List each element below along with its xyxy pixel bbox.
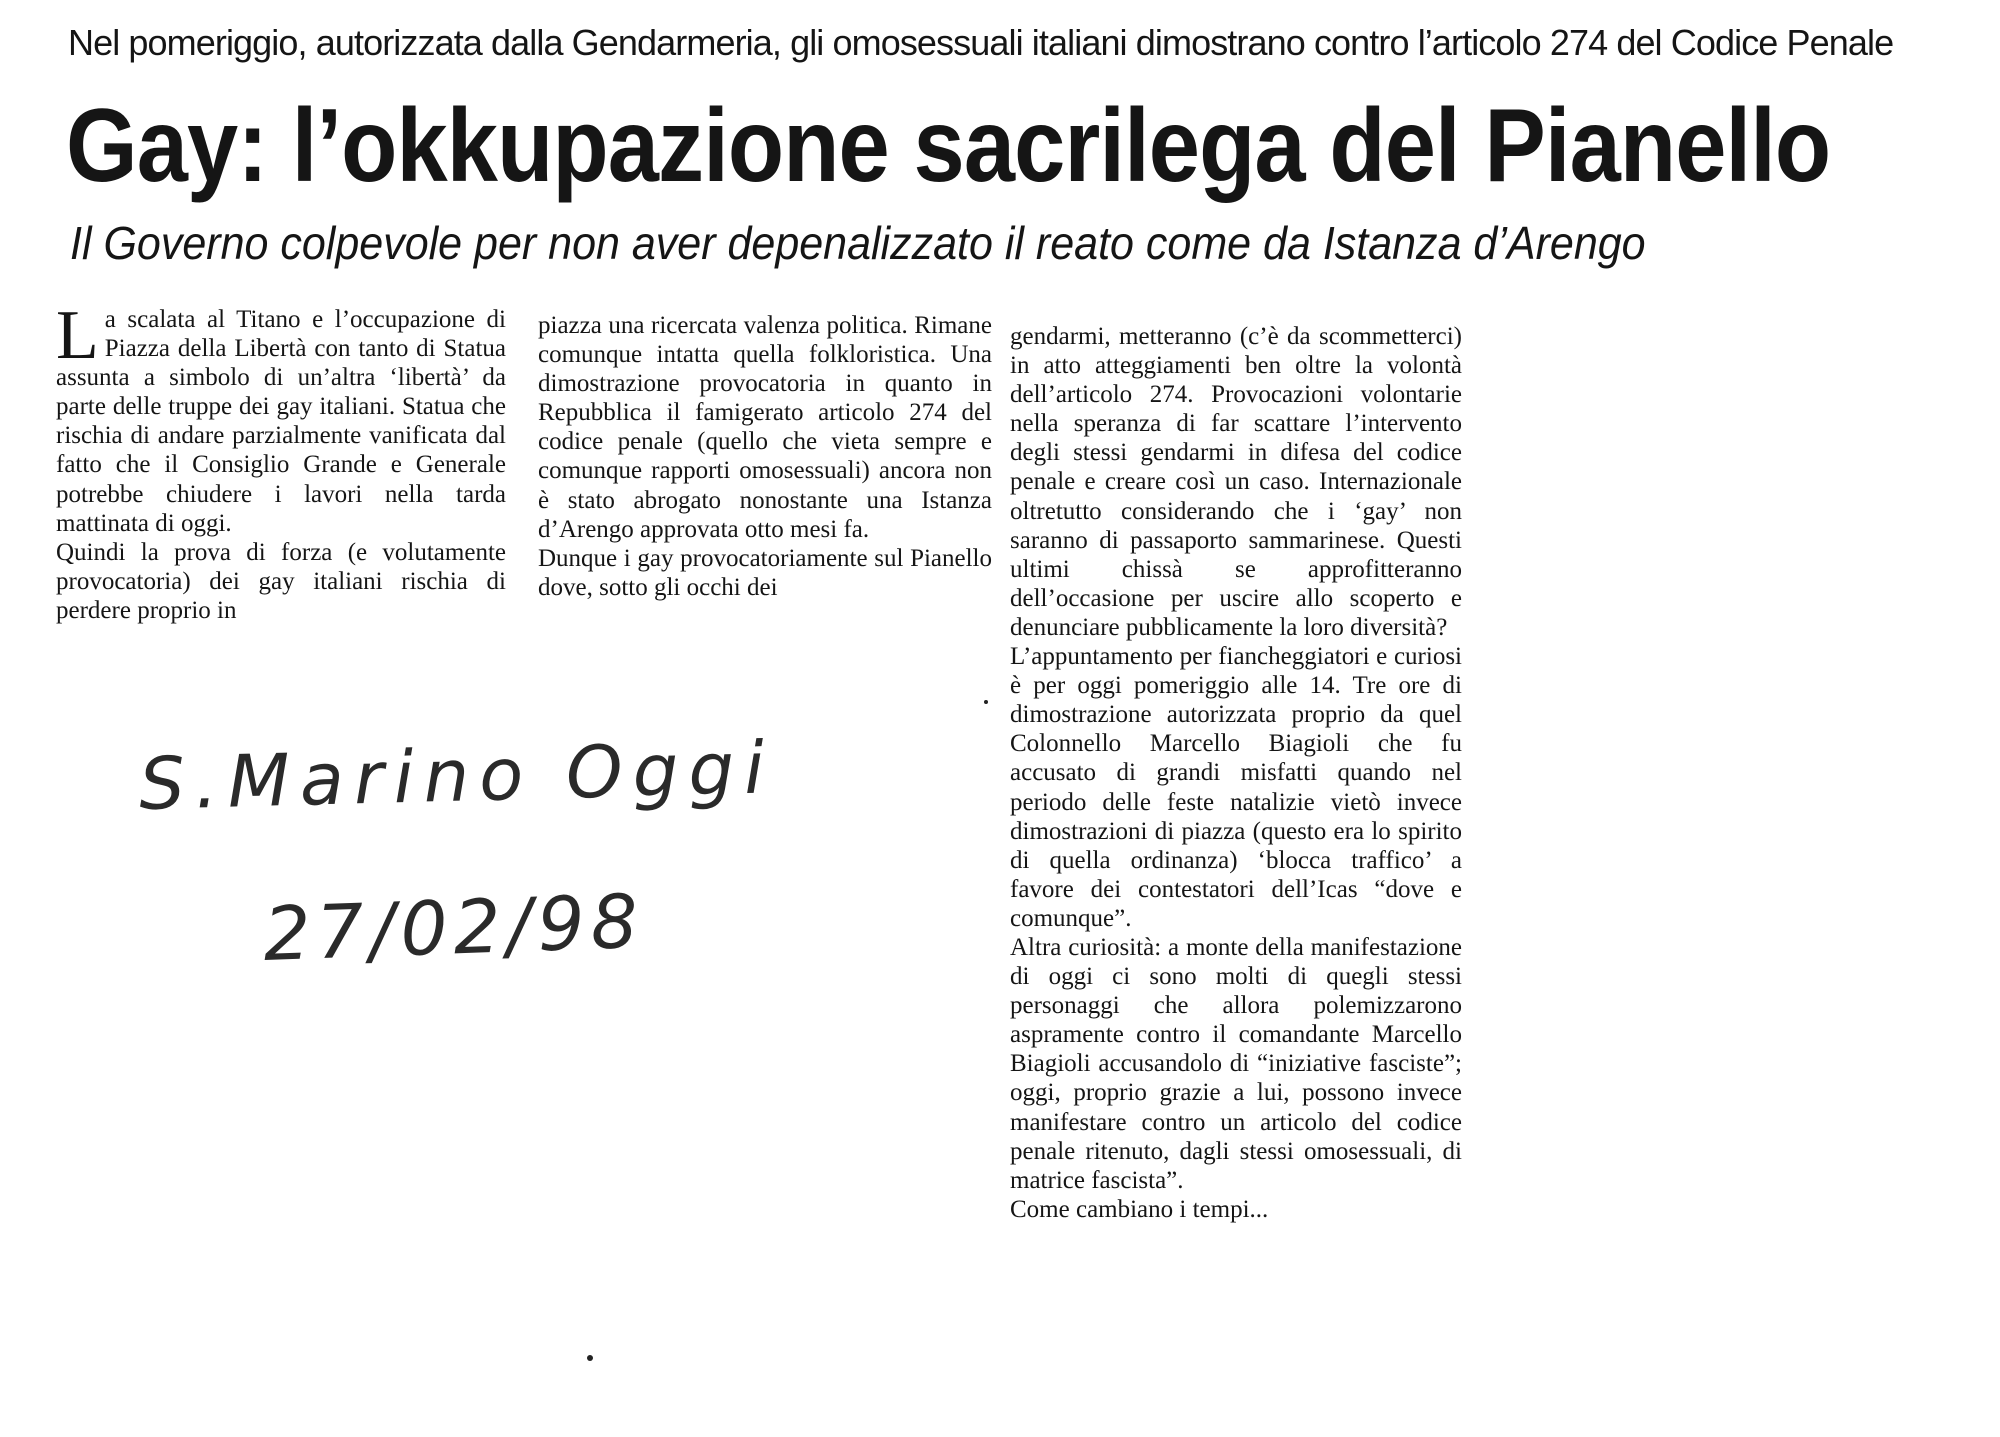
column-3-paragraph-4: Come cambiano i tempi...: [1010, 1195, 1269, 1223]
column-3-paragraph-2: L’appuntamento per fiancheggiatori e curiosi è per oggi pomeriggio alle 14. Tre ore di dimostrazione autorizzata proprio da quel Colonnello Marcello Biagioli che fu accusato di grandi misfatti quando nel periodo delle feste natalizie vietò invece dimostrazioni di piazza (questo era lo spirito di quella ordinanza) ‘blocca traffico’ a favore dei contestatori dell’Icas “dove e comunque”.: [1010, 643, 1462, 932]
headline: Gay: l’okkupazione sacrilega del Pianello: [66, 88, 1831, 204]
column-1-paragraph-2: Quindi la prova di forza (e volutamente provocatoria) dei gay italiani rischia di perdere proprio in: [56, 538, 506, 624]
kicker-line: Nel pomeriggio, autorizzata dalla Gendarmeria, gli omosessuali italiani dimostrano contro l’articolo 274 del Codice Penale: [68, 22, 1894, 63]
scan-speck: [984, 700, 988, 704]
column-3-paragraph-1: gendarmi, metteranno (c’è da scommetterci) in atto atteggiamenti ben oltre la volontà dell’articolo 274. Provocazioni volontarie nella speranza di far scattare l’intervento degli stessi gendarmi in difesa del codice penale e creare così un caso. Internazionale oltretutto considerando che i ‘gay’ non saranno di passaporto sammarinese. Questi ultimi chissà se approfitteranno dell’occasione per uscire allo scoperto e denunciare pubblicamente la loro diversità?: [1010, 323, 1462, 641]
article-column-1: [56, 297, 506, 625]
handwritten-source-note: S.Marino Oggi: [138, 725, 776, 826]
column-3-paragraph-3: Altra curiosità: a monte della manifestazione di oggi ci sono molti di quegli stessi personaggi che allora polemizzarono aspramente contro il comandante Marcello Biagioli accusandolo di “iniziative fasciste”; oggi, proprio grazie a lui, possono invece manifestare contro un articolo del codice penale ritenuto, dagli stessi omosessuali, di matrice fascista”.: [1010, 933, 1462, 1194]
subtitle: Il Governo colpevole per non aver depenalizzato il reato come da Istanza d’Arengo: [70, 217, 1646, 269]
column-2-paragraph-2: Dunque i gay provocatoriamente sul Pianello dove, sotto gli occhi dei: [538, 544, 992, 601]
column-1-paragraph-1-text: a scalata al Titano e l’occupazione di Piazza della Libertà con tanto di Statua assunta a simbolo di un’altra ‘libertà’ da parte delle truppe dei gay italiani. Statua che rischia di andare parzialmente vanificata dal fatto che il Consiglio Grande e Generale potrebbe chiudere i lavori nella tarda mattinata di oggi.: [56, 306, 506, 537]
column-1-paragraph-1: [56, 297, 506, 538]
article-column-2: [538, 311, 992, 602]
column-2-paragraph-1: piazza una ricercata valenza politica. Rimane comunque intatta quella folkloristica. Una dimostrazione provocatoria in quanto in Repubblica il famigerato articolo 274 del codice penale (quello che vieta sempre e comunque rapporti omosessuali) ancora non è stato abrogato nonostante una Istanza d’Arengo approvata otto mesi fa.: [538, 312, 992, 543]
article-column-3: [1010, 322, 1462, 1224]
drop-cap: L: [56, 297, 99, 374]
scan-speck: [587, 1355, 593, 1361]
handwritten-date-note: 27/02/98: [262, 878, 646, 978]
